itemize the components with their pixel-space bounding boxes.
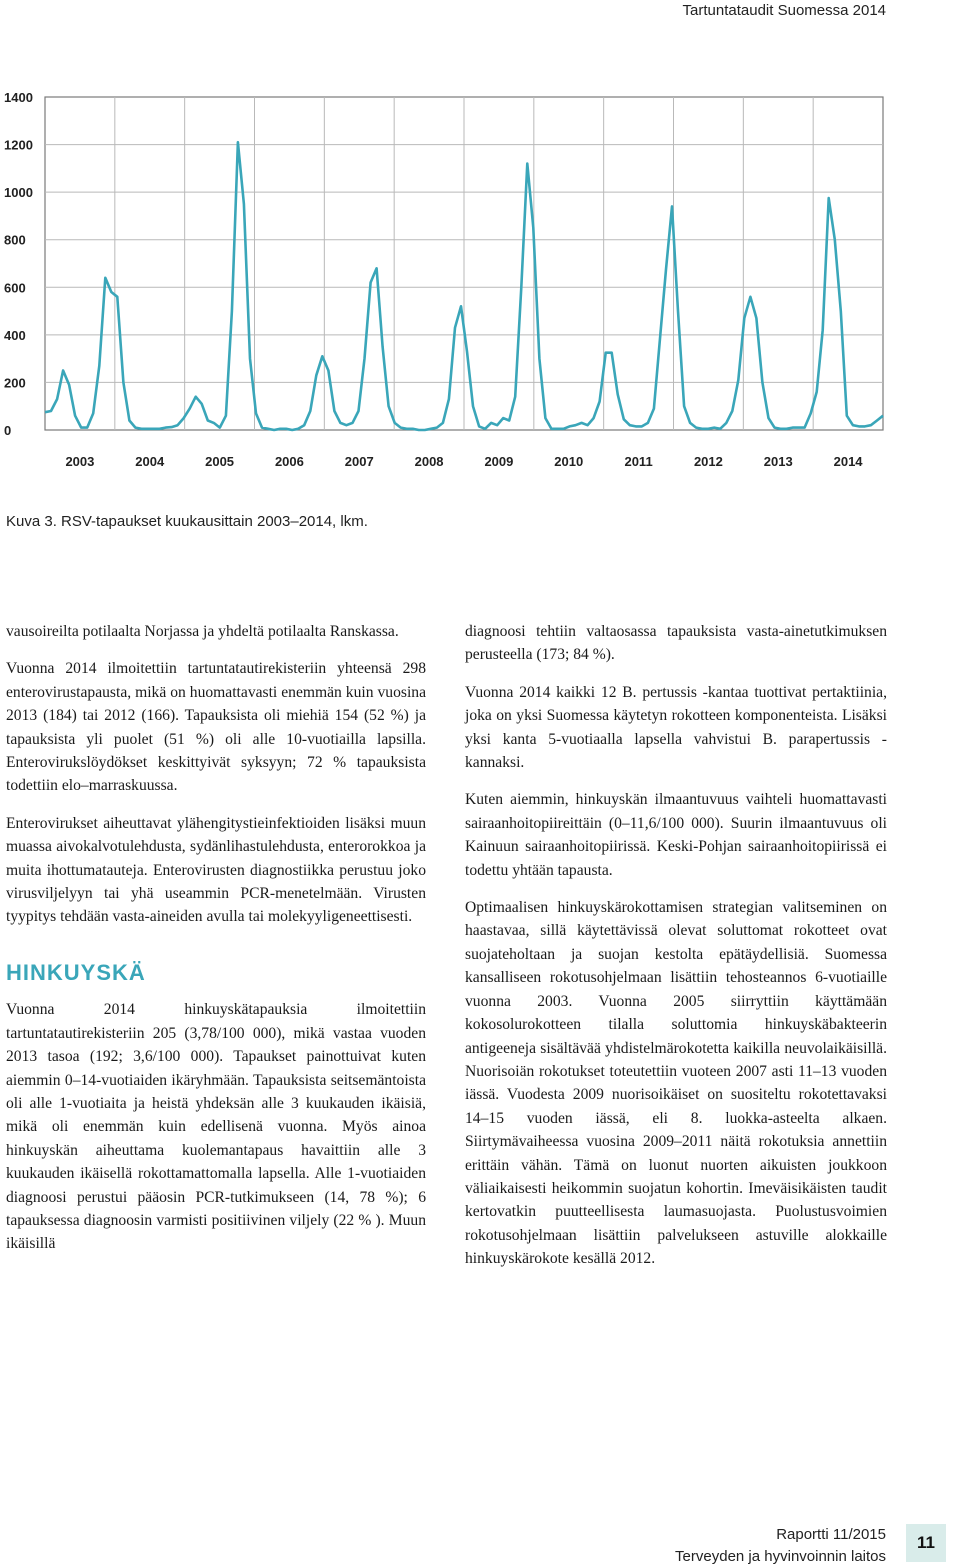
paragraph: Kuten aiemmin, hinkuyskän ilmaantuvuus vaihteli huomattavasti sairaanhoitopiireittäin (0–11,6/100 000). Suurin ilmaantuvuus oli Kainuun sairaanhoitopiirissä. Keski-Pohjan sairaanhoitopiirissä ei todettu yhtään tapausta. bbox=[465, 791, 887, 879]
y-tick-label: 200 bbox=[4, 375, 26, 391]
x-tick-label: 2003 bbox=[65, 454, 95, 469]
x-tick-label: 2007 bbox=[344, 454, 374, 469]
right-column bbox=[465, 620, 887, 1285]
report-number: Raportti 11/2015 bbox=[776, 1526, 886, 1543]
paragraph: Vuonna 2014 hinkuyskätapauksia ilmoitettiin tartuntatautirekisteriin 205 (3,78/100 000), mikä vastaa vuoden 2013 tasoa (192; 3,6/100 000). Tapaukset painottuivat kuten aiemmin 0–14-vuotiaiden ikäryhmään. Tapauksista seitsemäntoista oli alle 1-vuotiaita ja heistä yhdeksän alle 3 kuukauden ikäisiä, mikä oli enemmän kuin edellisenä vuonna. Myös ainoa hinkuyskän aiheuttama kuolemantapaus havaittiin alle 3 kuukauden ikäisellä rokottamattomalla lapsella. Alle 1-vuotiaiden diagnoosi perustui pääosin PCR-tutkimukseen (14, 78 %); 6 tapauksessa diagnoosin varmisti positiivinen viljely (22 % ). Muun ikäisillä bbox=[6, 1001, 426, 1253]
page-number: 11 bbox=[906, 1524, 946, 1562]
paragraph: Optimaalisen hinkuyskärokottamisen strategian valitseminen on haastavaa, sillä käytettävissä olevat soluttomat rokotteet ovat suojateholtaan ja suojan kestolta epätäydellisiä. Suomessa kansalliseen rokotusohjelmaan lisättiin tehosteannos 6-vuotiaille vuonna 2003. Vuonna 2005 siirryttiin käyttämään kokosolurokotteen tilalla soluttomia hinkuyskäbakteerin antigeeneja sisältävää yhdistelmärokotetta kaikilla neuvolaikäisillä. Nuorisoiän rokotukset toteutettiin vuoteen 2007 asti 11–13 vuoden iässä. Vuodesta 2009 nuorisoikäiset on suositeltu rokotettavaksi 14–15 vuoden iässä, eli 8. luokka-asteelta alkaen. Siirtymävaiheessa vuosina 2009–2011 näitä rokotuksia annettiin erittäin vähän. Tämä on luonut nuorten aikuisten joukkoon väliaikaisesti heikommin suojatun kohortin. Imeväisikäisten taudit kertovatkin puutteellisesta laumasuojasta. Puolustusvoimien rokotusohjelmaan lisättiin palvelukseen astuville alokkaille hinkuyskärokote kesällä 2012. bbox=[465, 899, 887, 1268]
x-tick-label: 2004 bbox=[135, 454, 165, 469]
x-tick-label: 2012 bbox=[693, 454, 723, 469]
section-heading: HINKUYSKÄ bbox=[6, 959, 146, 985]
x-tick-label: 2005 bbox=[205, 454, 235, 469]
rsv-line-chart bbox=[0, 80, 900, 490]
running-header: Tartuntataudit Suomessa 2014 bbox=[682, 2, 886, 19]
paragraph: diagnoosi tehtiin valtaosassa tapauksista vasta-ainetutkimuksen perusteella (173; 84 %). bbox=[465, 623, 887, 664]
chart-canvas bbox=[0, 80, 900, 490]
x-tick-label: 2013 bbox=[763, 454, 793, 469]
footer bbox=[675, 1524, 886, 1568]
paragraph: vausoireilta potilaalta Norjassa ja yhdeltä potilaalta Ranskassa. bbox=[6, 623, 399, 640]
x-tick-label: 2009 bbox=[484, 454, 514, 469]
y-tick-label: 1000 bbox=[4, 185, 33, 201]
y-tick-label: 600 bbox=[4, 280, 26, 296]
x-tick-label: 2010 bbox=[554, 454, 584, 469]
x-tick-label: 2008 bbox=[414, 454, 444, 469]
x-tick-label: 2006 bbox=[274, 454, 304, 469]
y-tick-label: 400 bbox=[4, 327, 26, 343]
left-column bbox=[6, 620, 426, 1270]
x-tick-label: 2014 bbox=[833, 454, 863, 469]
paragraph: Enterovirukset aiheuttavat ylähengitystieinfektioiden lisäksi muun muassa aivokalvotulehdusta, sydänlihastulehdusta, enterorokkoa ja muita ihottumatauteja. Enterovirusten diagnostiikka perustuu joko virusviljelyyn tai yhä useammin PCR-menetelmään. Virusten tyypitys tehdään vasta-aineiden avulla tai molekyyligeneettisesti. bbox=[6, 814, 426, 926]
paragraph: Vuonna 2014 ilmoitettiin tartuntatautirekisteriin yhteensä 298 enterovirustapausta, mikä on huomattavasti enemmän kuin vuosina 2013 (184) tai 2012 (166). Tapauksista oli miehiä 154 (52 %) ja tapauksista yli puolet (51 %) oli alle 10-vuotiailla lapsilla. Enterovirukslöydökset keskittyivät syksyyn; 72 % tapauksista todettiin elo–marraskuussa. bbox=[6, 660, 426, 795]
x-tick-label: 2011 bbox=[624, 454, 653, 469]
figure-caption: Kuva 3. RSV-tapaukset kuukausittain 2003–2014, lkm. bbox=[6, 513, 368, 530]
publisher-name: Terveyden ja hyvinvoinnin laitos bbox=[675, 1548, 886, 1565]
y-tick-label: 1400 bbox=[4, 90, 33, 105]
y-tick-label: 0 bbox=[4, 423, 12, 438]
y-tick-label: 1200 bbox=[4, 137, 33, 153]
y-tick-label: 800 bbox=[4, 232, 26, 248]
paragraph: Vuonna 2014 kaikki 12 B. pertussis -kantaa tuottivat pertaktiinia, joka on yksi Suomessa käytetyn rokotteen komponenteista. Lisäksi yksi kanta 5-vuotiaalla lapsella vahvistui B. parapertussis -kannaksi. bbox=[465, 683, 887, 772]
